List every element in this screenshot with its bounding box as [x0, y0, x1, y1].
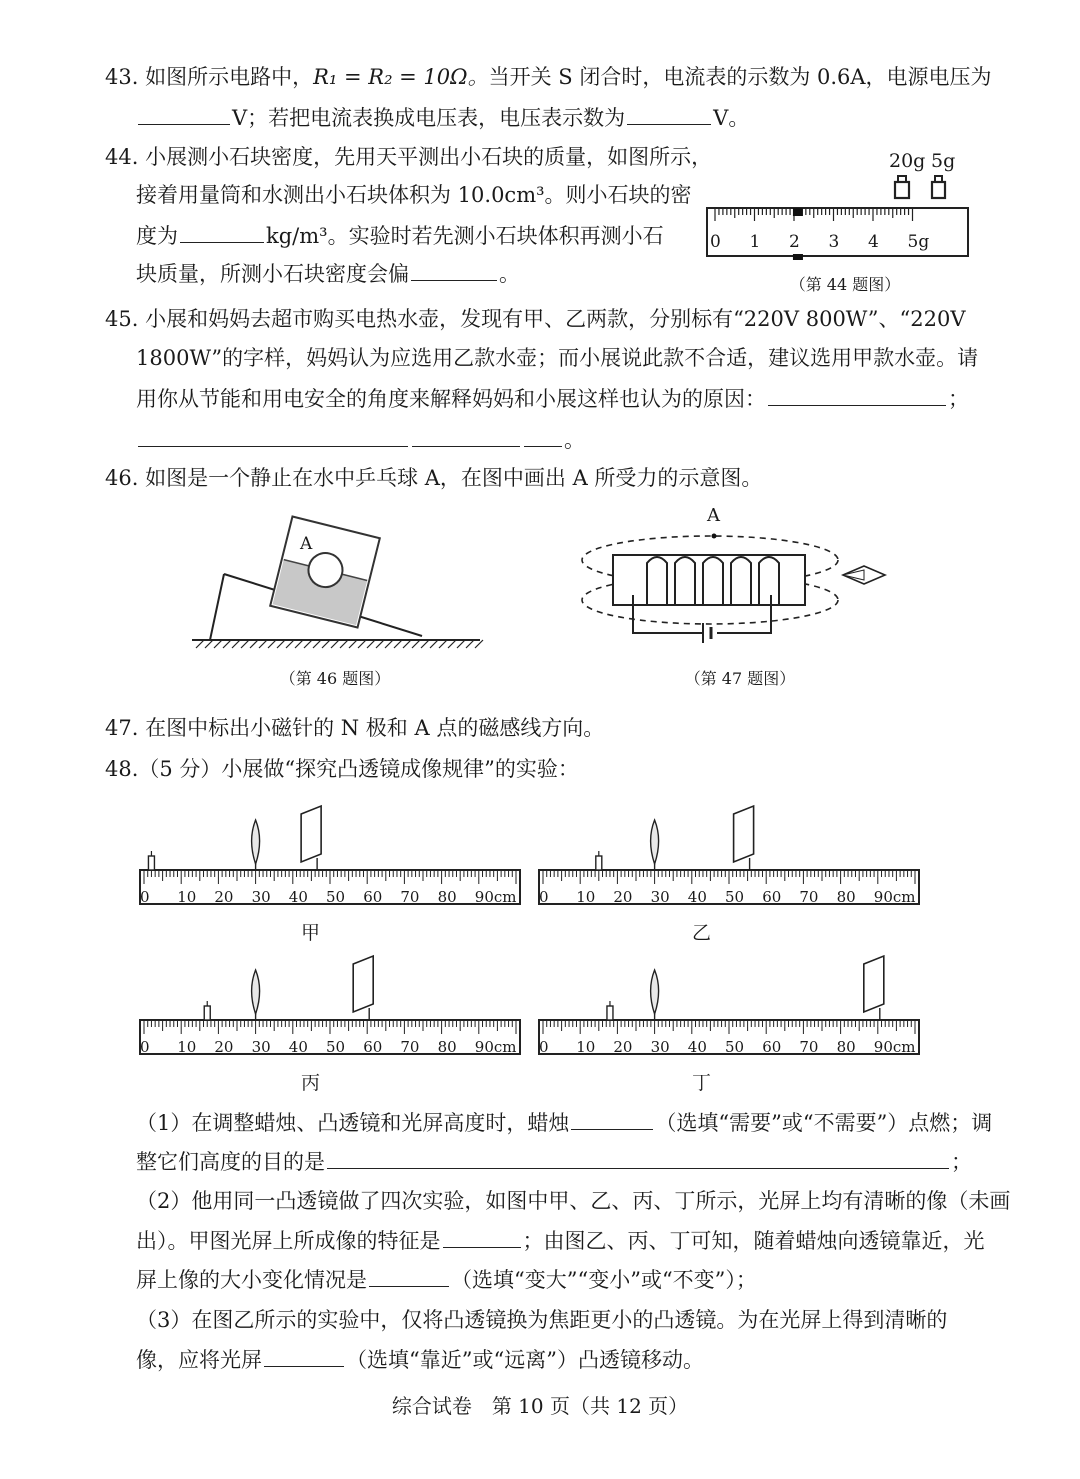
incline-left-edge — [210, 574, 224, 640]
bench-tick-label: 10 — [177, 1038, 197, 1056]
q47-figure — [575, 505, 895, 660]
page-footer: 综合试卷 第 10 页（共 12 页） — [391, 1394, 689, 1418]
q44-line3 — [136, 220, 664, 251]
q45-line4 — [136, 424, 585, 455]
q48-text: ； — [951, 1150, 972, 1174]
bench-tick-label: 70 — [799, 888, 819, 906]
bench-tick-label: 30 — [650, 1038, 670, 1056]
q43-blank-1[interactable] — [138, 102, 230, 125]
q48-text: 屏上像的大小变化情况是 — [136, 1268, 367, 1292]
scale-tick-label: 5g — [907, 232, 930, 252]
q46-figure — [190, 512, 490, 662]
convex-lens-icon[interactable] — [252, 970, 260, 1020]
bench-tick-label: 20 — [214, 888, 234, 906]
q45-text: 用你从节能和用电安全的角度来解释妈妈和小展这样也认为的原因： — [136, 387, 766, 411]
q45-blank-2a[interactable] — [138, 424, 408, 447]
bench-tick-label: 50 — [725, 1038, 745, 1056]
bench-label: 丙 — [301, 1072, 321, 1094]
q44-figure — [705, 148, 970, 288]
bench-tick-label: 70 — [799, 1038, 819, 1056]
weight-label-5g: 5g — [931, 150, 956, 172]
bench-tick-label: 40 — [288, 888, 308, 906]
q48-p3-line2 — [136, 1344, 704, 1375]
bench-tick-label: 90cm — [873, 1038, 916, 1056]
q48-p2-line3 — [136, 1264, 757, 1295]
bench-tick-label: 80 — [836, 888, 856, 906]
q43-resistor-expr: R₁ = R₂ = 10Ω。 — [313, 65, 489, 89]
bench-tick-label: 0 — [539, 1038, 549, 1056]
weight-label-20g: 20g — [889, 150, 926, 172]
q48-text: （选填“变大”“变小”或“不变”）； — [451, 1268, 757, 1292]
solenoid-core — [613, 555, 805, 605]
q48-blank-5[interactable] — [264, 1344, 344, 1367]
scale-tick-label: 2 — [789, 232, 800, 252]
light-screen-icon[interactable] — [301, 806, 321, 870]
q46-incline-svg — [190, 512, 490, 662]
q44-text: kg/m³。实验时若先测小石块体积再测小石 — [266, 224, 664, 248]
bench-tick-label: 30 — [251, 888, 271, 906]
q45-text: ； — [948, 387, 969, 411]
q43-text: V。 — [713, 106, 750, 130]
bench-tick-label: 0 — [539, 888, 549, 906]
bench-tick-label: 40 — [288, 1038, 308, 1056]
candle-icon[interactable] — [596, 851, 602, 870]
q45-line2: 1800W”的字样，妈妈认为应选用乙款水壶；而小展说此款不合适，建议选用甲款水壶。请 — [136, 346, 979, 370]
q43-text: V；若把电流表换成电压表，电压表示数为 — [232, 106, 626, 130]
scale-tick-label: 3 — [828, 232, 840, 252]
q44-text: 度为 — [136, 224, 178, 248]
q44-line4 — [136, 258, 520, 289]
compass-needle-icon[interactable] — [843, 566, 885, 584]
q48-p2-line1: （2）他用同一凸透镜做了四次实验，如图中甲、乙、丙、丁所示，光屏上均有清晰的像（未画 — [136, 1189, 1011, 1213]
q46-caption: （第 46 题图） — [279, 669, 391, 688]
q48-text: （选填“靠近”或“远离”）凸透镜移动。 — [346, 1348, 704, 1372]
bench-tick-label: 30 — [251, 1038, 271, 1056]
water-container — [270, 516, 380, 627]
q44-caption: （第 44 题图） — [789, 275, 901, 294]
q48-blank-3[interactable] — [443, 1225, 521, 1248]
q48-p2-line2 — [136, 1225, 985, 1256]
weight-5g-icon — [932, 176, 945, 198]
convex-lens-icon[interactable] — [651, 820, 659, 870]
rider-marker-shadow — [793, 254, 803, 260]
bench-tick-label: 40 — [687, 1038, 707, 1056]
scale-tick-label: 1 — [749, 232, 761, 252]
candle-icon[interactable] — [148, 851, 154, 870]
bench-tick-label: 10 — [576, 888, 596, 906]
ball-label: A — [300, 534, 313, 554]
bench-label: 甲 — [301, 922, 321, 944]
q45-line1: 45. 小展和妈妈去超市购买电热水壶，发现有甲、乙两款，分别标有“220V 800W”、“220V — [105, 307, 966, 331]
q48-text: （1）在调整蜡烛、凸透镜和光屏高度时，蜡烛 — [136, 1111, 570, 1135]
bench-tick-label: 90cm — [873, 888, 916, 906]
q43-line1 — [105, 62, 992, 92]
q48-text: 整它们高度的目的是 — [136, 1150, 325, 1174]
light-screen-icon[interactable] — [353, 956, 373, 1020]
q44-text: 。 — [499, 262, 520, 286]
optical-bench-yi — [537, 800, 922, 950]
bench-tick-label: 20 — [613, 888, 633, 906]
q44-blank-1[interactable] — [180, 220, 264, 243]
bench-tick-label: 70 — [400, 1038, 420, 1056]
q44-line2: 接着用量筒和水测出小石块体积为 10.0cm³。则小石块的密 — [136, 183, 692, 207]
q44-line1: 44. 小展测小石块密度，先用天平测出小石块的质量，如图所示， — [105, 145, 713, 169]
weight-20g-icon — [895, 176, 909, 198]
bench-tick-label: 60 — [363, 888, 383, 906]
bench-tick-label: 60 — [762, 888, 782, 906]
optical-bench-ding — [537, 950, 922, 1100]
q44-balance-svg — [705, 148, 970, 288]
q48-p1-line1 — [136, 1107, 992, 1138]
point-a-dot[interactable] — [712, 534, 717, 539]
q43-blank-2[interactable] — [627, 102, 711, 125]
bench-tick-label: 40 — [687, 888, 707, 906]
bench-tick-label: 30 — [650, 888, 670, 906]
candle-icon[interactable] — [607, 1001, 613, 1020]
q46-line: 46. 如图是一个静止在水中乒乓球 A，在图中画出 A 所受力的示意图。 — [105, 466, 763, 490]
q47-caption: （第 47 题图） — [684, 669, 796, 688]
light-screen-icon[interactable] — [864, 956, 884, 1020]
scale-tick-label: 4 — [868, 232, 879, 252]
bench-tick-label: 0 — [140, 1038, 150, 1056]
q45-blank-2b[interactable] — [412, 424, 520, 447]
q48-p1-line2 — [136, 1146, 972, 1177]
q48-blank-4[interactable] — [369, 1264, 449, 1287]
q47-line: 47. 在图中标出小磁针的 N 极和 A 点的磁感线方向。 — [105, 716, 605, 740]
q45-blank-2c[interactable] — [524, 424, 562, 447]
q48-blank-1[interactable] — [571, 1107, 653, 1130]
q48-blank-2[interactable] — [327, 1146, 949, 1169]
bench-tick-label: 50 — [326, 888, 346, 906]
q45-blank-1[interactable] — [768, 383, 946, 406]
q43-line2 — [136, 102, 749, 133]
q44-blank-2[interactable] — [411, 258, 497, 281]
rider-marker[interactable] — [793, 208, 803, 216]
bench-label: 乙 — [692, 922, 712, 944]
convex-lens-icon[interactable] — [651, 970, 659, 1020]
q45-line3 — [136, 383, 969, 414]
bench-tick-label: 20 — [214, 1038, 234, 1056]
bench-tick-label: 90cm — [474, 1038, 517, 1056]
bench-tick-label: 0 — [140, 888, 150, 906]
convex-lens-icon[interactable] — [252, 820, 260, 870]
bench-tick-label: 50 — [326, 1038, 346, 1056]
q45-text: 。 — [564, 428, 585, 452]
optical-bench-bing — [138, 950, 523, 1100]
bench-tick-label: 10 — [576, 1038, 596, 1056]
bench-tick-label: 20 — [613, 1038, 633, 1056]
q48-text: 出）。甲图光屏上所成像的特征是 — [136, 1229, 441, 1253]
bench-tick-label: 50 — [725, 888, 745, 906]
scale-ticks — [715, 209, 913, 221]
light-screen-icon[interactable] — [734, 806, 754, 870]
candle-icon[interactable] — [204, 1001, 210, 1020]
q48-p3-line1: （3）在图乙所示的实验中，仅将凸透镜换为焦距更小的凸透镜。为在光屏上得到清晰的 — [136, 1308, 948, 1332]
bench-tick-label: 70 — [400, 888, 420, 906]
scale-tick-label: 0 — [710, 232, 721, 252]
bench-tick-label: 90cm — [474, 888, 517, 906]
q43-text: 43. 如图所示电路中， — [105, 65, 314, 89]
q48-title: 48.（5 分）小展做“探究凸透镜成像规律”的实验： — [105, 757, 579, 781]
q44-text: 块质量，所测小石块密度会偏 — [136, 262, 409, 286]
q47-solenoid-svg — [575, 505, 895, 660]
point-a-label: A — [707, 505, 720, 526]
q48-text: ；由图乙、丙、丁可知，随着蜡烛向透镜靠近，光 — [522, 1229, 985, 1253]
q48-text: （选填“需要”或“不需要”）点燃；调 — [655, 1111, 993, 1135]
q43-text: 当开关 S 闭合时，电流表的示数为 0.6A，电源电压为 — [488, 65, 992, 89]
bench-tick-label: 60 — [762, 1038, 782, 1056]
optical-bench-jia — [138, 800, 523, 950]
q48-text: 像，应将光屏 — [136, 1348, 262, 1372]
bench-tick-label: 80 — [437, 888, 457, 906]
bench-tick-label: 10 — [177, 888, 197, 906]
bench-label: 丁 — [692, 1072, 712, 1094]
bench-tick-label: 60 — [363, 1038, 383, 1056]
bench-tick-label: 80 — [836, 1038, 856, 1056]
bench-tick-label: 80 — [437, 1038, 457, 1056]
